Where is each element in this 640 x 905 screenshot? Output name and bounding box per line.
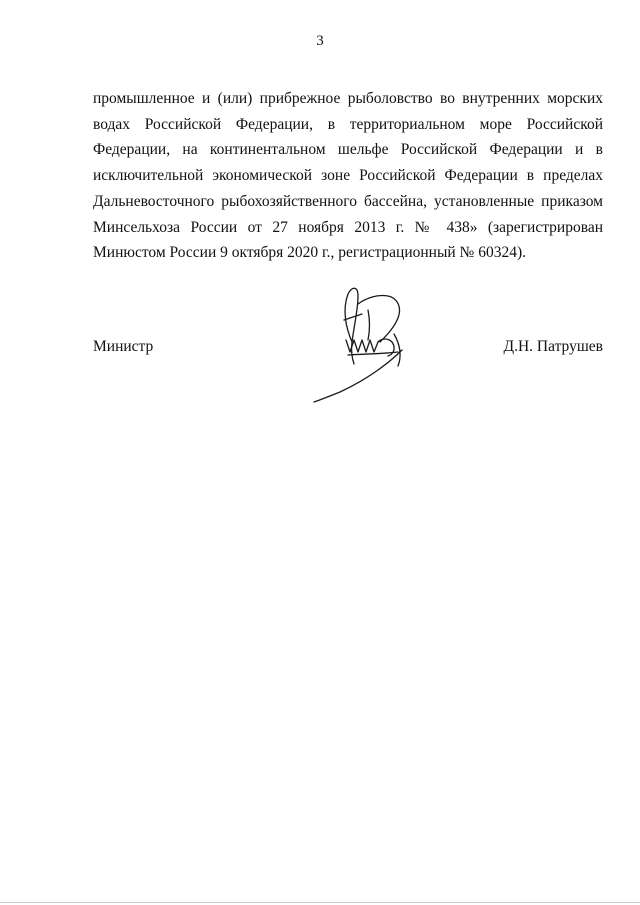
page-bottom-rule bbox=[0, 902, 640, 903]
signatory-title: Министр bbox=[93, 338, 154, 355]
body-paragraph: промышленное и (или) прибрежное рыболовство во внутренних морских водах Российской Федерации, в территориальном море Российской Федерации, на континентальном шельфе Российской Федерации и в исключительной экономической зоне Российской Федерации в пределах Дальневосточного рыбохозяйственного бассейна, установленные приказом Минсельхоза России от 27 ноября 2013 г. № 438» (зарегистрирован Минюстом России 9 октября 2020 г., регистрационный № 60324). bbox=[93, 90, 603, 262]
page-number: 3 bbox=[316, 33, 324, 49]
handwritten-signature-icon bbox=[308, 280, 418, 405]
signatory-name: Д.Н. Патрушев bbox=[503, 338, 603, 355]
